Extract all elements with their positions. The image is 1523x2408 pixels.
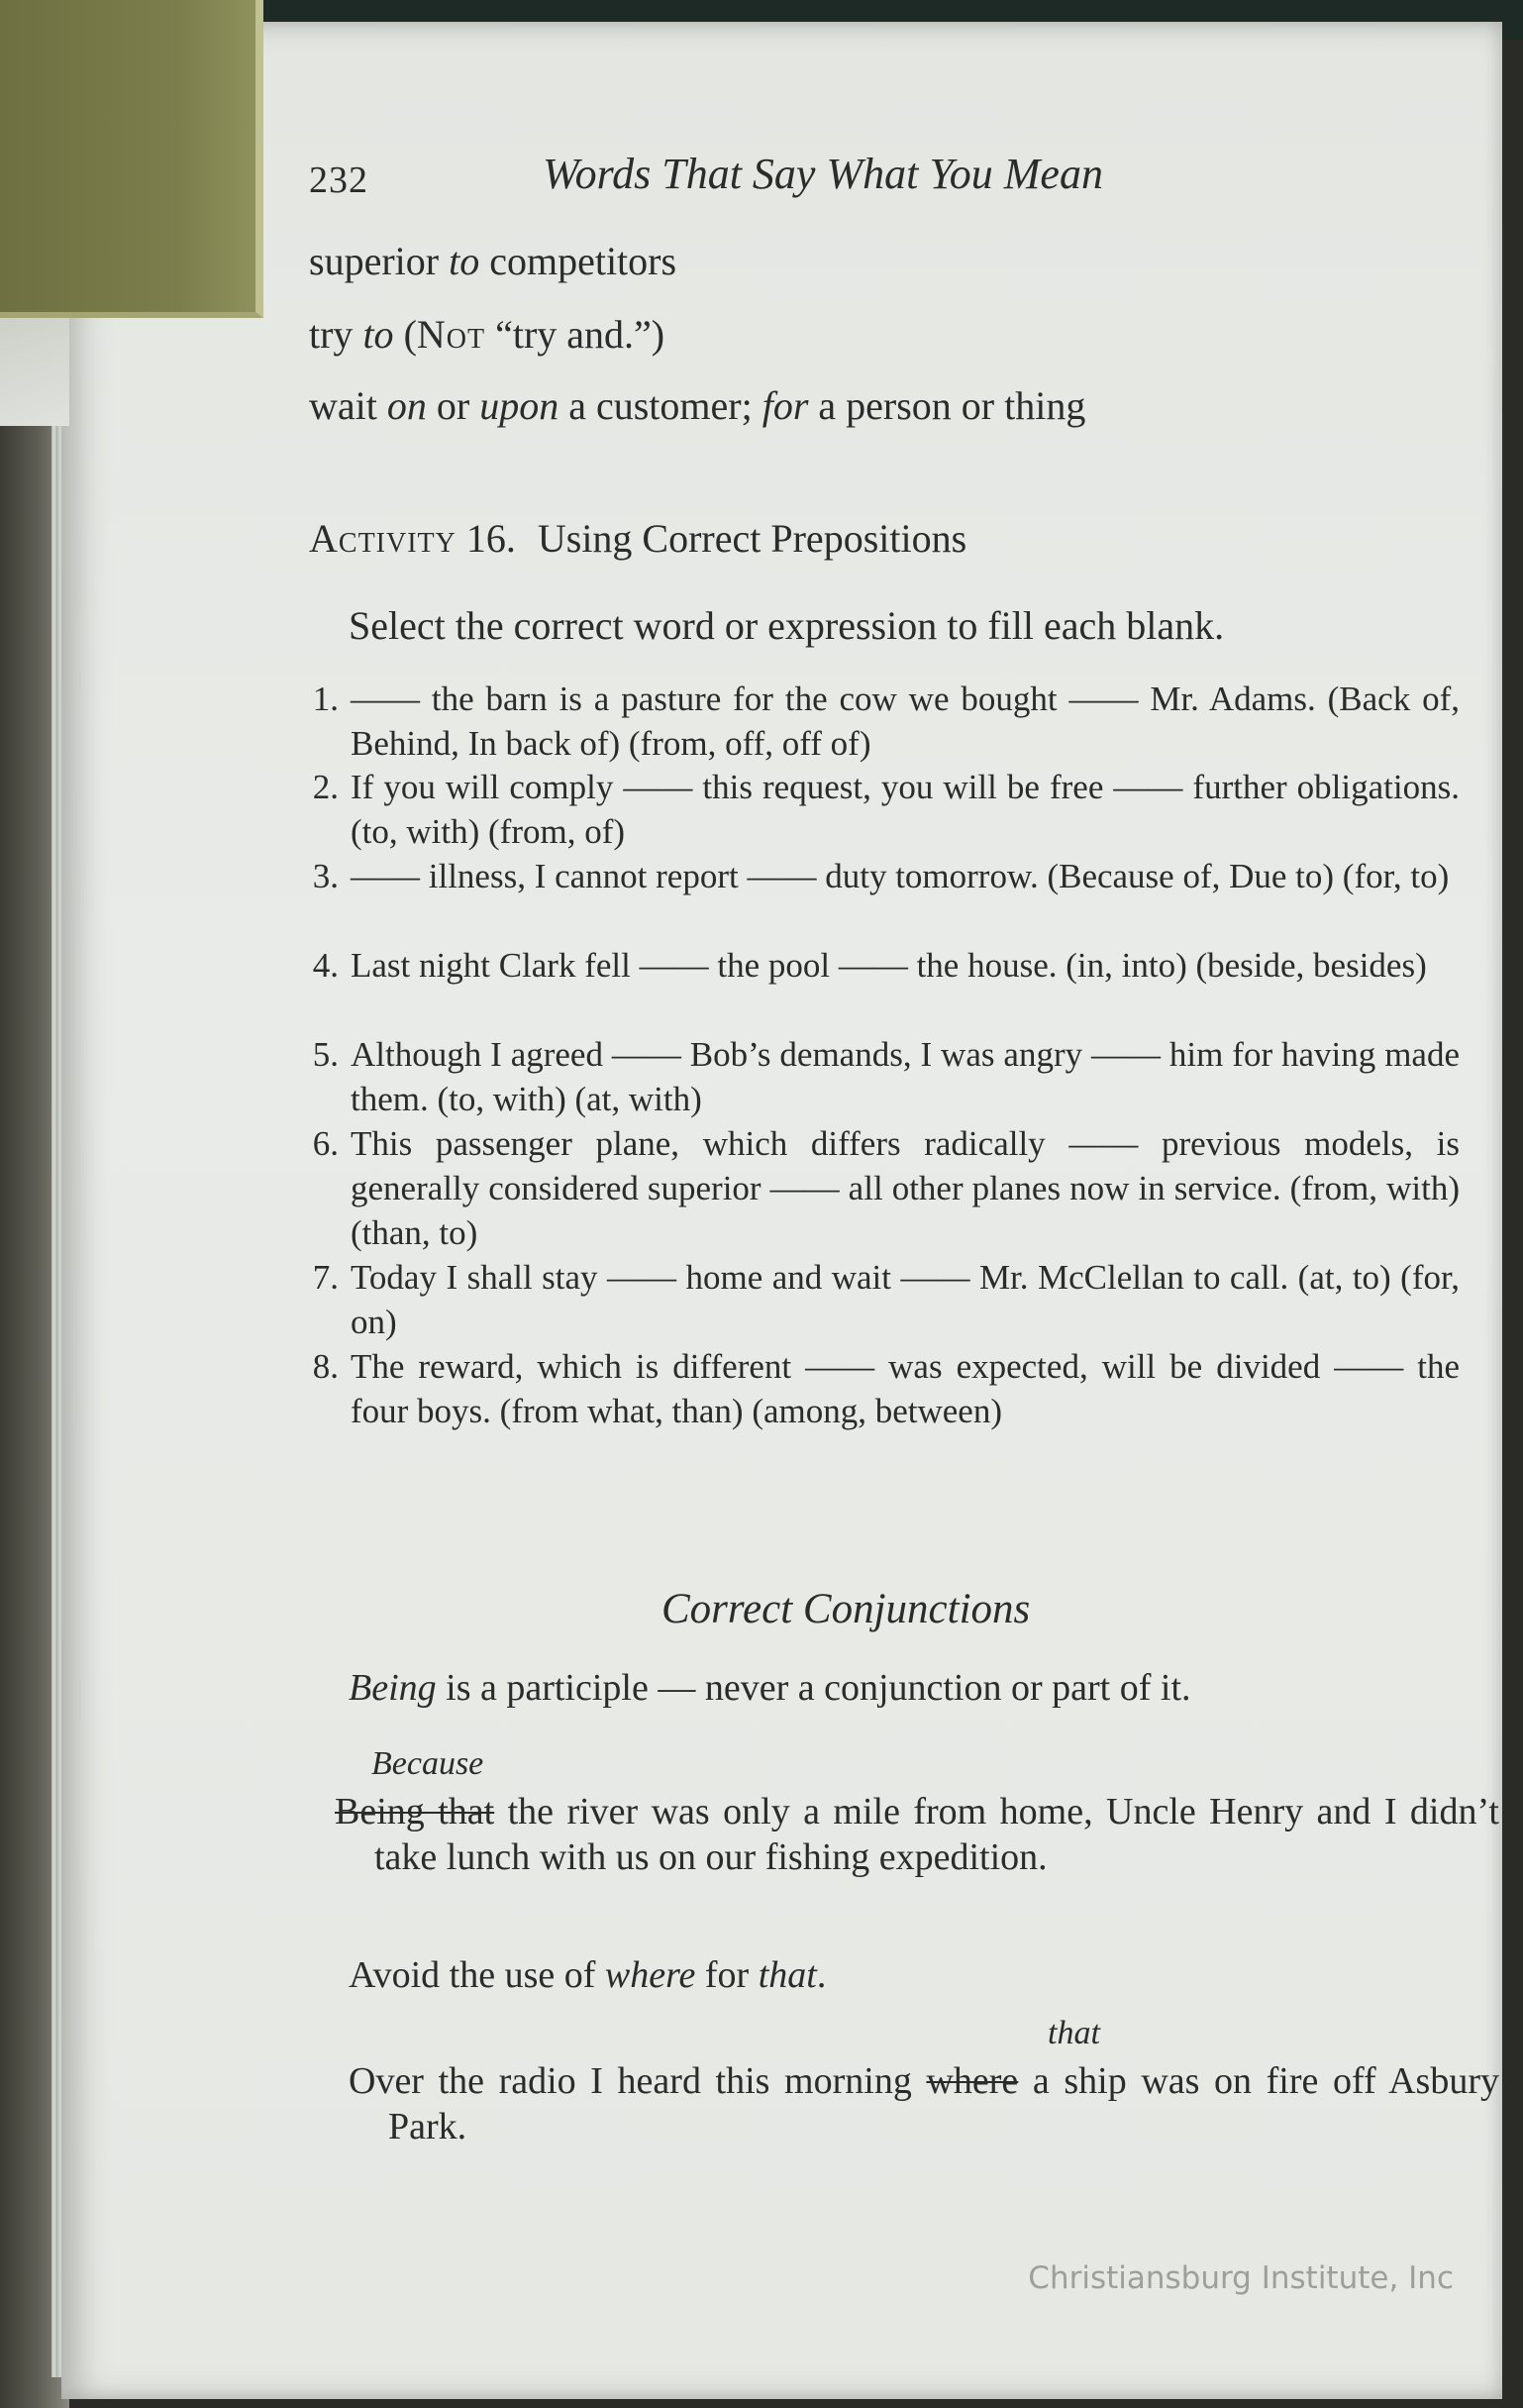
exercise-text: Today I shall stay —— home and wait —— Mr. McClellan to call. (at, to) (for, on): [351, 1258, 1460, 1341]
activity-number: 16.: [465, 516, 516, 561]
exercise-text: This passenger plane, which differs radically —— previous models, is generally considered superior —— all other planes now in service. (from, with) (than, to): [351, 1124, 1460, 1252]
exercise-item: [295, 1032, 1460, 1121]
exercise-number: 5.: [312, 1035, 339, 1074]
exercise-number: 3.: [312, 857, 339, 895]
watermark: Christiansburg Institute, Inc: [1028, 2260, 1454, 2296]
exercise-number: 7.: [312, 1258, 339, 1297]
exercise-item: [295, 854, 1460, 943]
exercise-item: [295, 1121, 1460, 1255]
exercise-number: 6.: [312, 1124, 339, 1163]
exercise-number: 2.: [312, 768, 339, 806]
activity-instructions: Select the correct word or expression to fill each blank.: [349, 603, 1225, 648]
handwritten-correction: Because: [371, 1745, 484, 1782]
activity-title: Using Correct Prepositions: [537, 516, 967, 561]
exercise-text: —— illness, I cannot report —— duty tomorrow. (Because of, Due to) (for, to): [351, 857, 1450, 895]
rule-where: Avoid the use of where for that.: [349, 1954, 827, 1996]
page-number: 232: [309, 159, 368, 201]
example-being-that: Being that the river was only a mile from home, Uncle Henry and I didn’t take lunch with us on our fishing expedition.: [335, 1791, 1499, 1878]
exercise-text: If you will comply —— this request, you will be free —— further obligations. (to, with) (from, of): [351, 768, 1460, 851]
rule-being: Being is a participle — never a conjunction or part of it.: [349, 1667, 1191, 1709]
section-heading: Correct Conjunctions: [661, 1586, 1031, 1632]
exercise-item: [295, 943, 1460, 1032]
exercise-number: 4.: [312, 946, 339, 985]
activity-heading: [309, 515, 966, 562]
exercise-item: [295, 765, 1460, 854]
exercise-item: [295, 677, 1460, 766]
exercise-text: The reward, which is different —— was expected, will be divided —— the four boys. (from what, than) (among, between): [351, 1347, 1460, 1430]
usage-line: wait on or upon a customer; for a person or thing: [309, 383, 1086, 428]
exercise-number: 1.: [312, 680, 339, 718]
running-title: Words That Say What You Mean: [543, 150, 1103, 198]
usage-line: try to (Not “try and.”): [309, 312, 665, 357]
exercise-item: [295, 1344, 1460, 1478]
example-where: Over the radio I heard this morning where a ship was on fire off Asbury Park.: [349, 2060, 1499, 2147]
exercise-text: Last night Clark fell —— the pool —— the house. (in, into) (beside, besides): [351, 946, 1427, 985]
handwritten-correction: that: [1048, 2015, 1100, 2051]
exercise-text: —— the barn is a pasture for the cow we bought —— Mr. Adams. (Back of, Behind, In back of) (from, off, off of): [351, 680, 1460, 763]
usage-line: superior to competitors: [309, 239, 677, 283]
exercise-number: 8.: [312, 1347, 339, 1386]
exercise-item: [295, 1255, 1460, 1344]
activity-label: Activity: [309, 516, 457, 561]
exercise-text: Although I agreed —— Bob’s demands, I was angry —— him for having made them. (to, with) (at, with): [351, 1035, 1460, 1118]
